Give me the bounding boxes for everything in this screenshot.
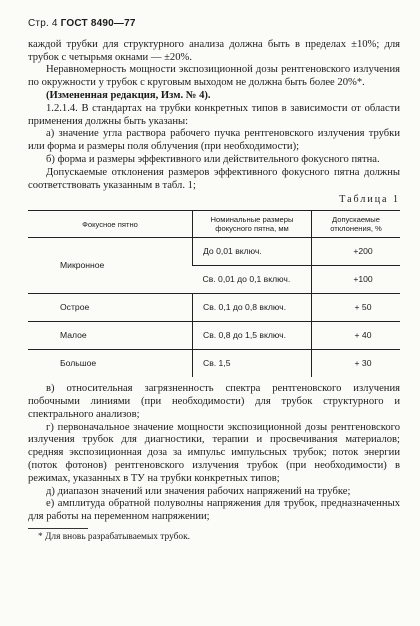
list-item: г) первоначальное значение мощности экспозиционной дозы рентгеновского излучения трубок для диагностики, терапии и просвечивания материалов; средняя экспозиционная доза за импульс импульсных трубок; поток энергии (поток фотонов) рентгеновского излучения трубок (при необходимости) в режимах, указанных в ТУ на трубки конкретных типов; [28, 421, 400, 484]
list-item: а) значение угла раствора рабочего пучка рентгеновского излучения трубки или форма и размеры поля облучения (при необходимости); [28, 128, 400, 153]
column-header: Фокусное пятно [28, 211, 193, 238]
footnote-divider [28, 528, 88, 529]
spot-cell: Большое [28, 350, 193, 378]
document-page [28, 18, 400, 544]
table-row [28, 350, 400, 378]
size-cell: До 0,01 включ. [193, 238, 312, 266]
column-header: Допускаемые отклонения, % [312, 211, 401, 238]
list-item: б) форма и размеры эффективного или действительного фокусного пятна. [46, 153, 380, 165]
tolerance-cell: +200 [312, 238, 401, 266]
column-header: Номинальные размеры фокусного пятна, мм [193, 211, 312, 238]
spot-cell: Острое [28, 294, 193, 322]
spot-cell: Микронное [60, 260, 105, 271]
table-row [28, 294, 400, 322]
paragraph: Допускаемые отклонения размеров эффективного фокусного пятна должны соответствовать указанным в табл. 1; [28, 166, 400, 191]
page-number: Стр. 4 [28, 18, 58, 29]
tolerance-cell: + 50 [312, 294, 401, 322]
tolerance-cell: + 40 [312, 322, 401, 350]
list-item: д) диапазон значений или значения рабочих напряжений на трубке; [46, 485, 351, 497]
table-caption: Таблица 1 [339, 194, 400, 206]
list-item: в) относительная загрязненность спектра рентгеновского излучения побочными линиями (при необходимости) для трубок структурного и спектрального анализов; [28, 383, 400, 420]
table-row [28, 322, 400, 350]
table-row [28, 238, 400, 266]
size-cell: Св. 1,5 [193, 350, 312, 378]
tolerance-cell: + 30 [312, 350, 401, 378]
revision-note: (Измененная редакция, Изм. № 4). [46, 89, 211, 101]
paragraph: Неравномерность мощности экспозиционной дозы рентгеновского излучения по окружности у трубок с круговым выходом не должна быть более 20%*. [28, 64, 400, 89]
tolerance-cell: +100 [312, 266, 401, 294]
size-cell: Св. 0,01 до 0,1 включ. [193, 266, 312, 294]
list-item: е) амплитуда обратной полуволны напряжения для трубок, предназначенных для работы на переменном напряжении; [28, 498, 400, 523]
size-cell: Св. 0,8 до 1,5 включ. [193, 322, 312, 350]
table-header-row [28, 211, 400, 238]
table-1 [28, 210, 400, 377]
spot-cell: Малое [28, 322, 193, 350]
paragraph: каждой трубки для структурного анализа должна быть в пределах ±10%; для трубок с четырьмя окнами — ±20%. [28, 38, 400, 63]
page-header [28, 18, 400, 31]
paragraph: 1.2.1.4. В стандартах на трубки конкретных типов в зависимости от области применения должны быть указаны: [28, 102, 400, 127]
size-cell: Св. 0,1 до 0,8 включ. [193, 294, 312, 322]
footnote: * Для вновь разрабатываемых трубок. [38, 531, 191, 542]
standard-code: ГОСТ 8490—77 [60, 18, 136, 29]
